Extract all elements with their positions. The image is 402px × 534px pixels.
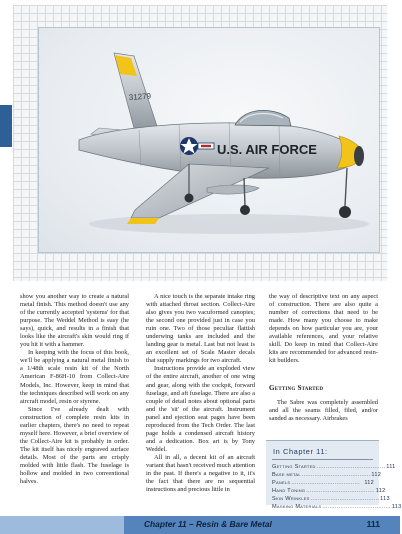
dot-leader: ......................................: [291, 480, 360, 486]
page-footer: [0, 516, 400, 534]
text-column-2: [146, 293, 255, 515]
toc-label: Getting Started: [272, 464, 316, 470]
chapter-contents-title: In Chapter 11:: [273, 447, 328, 456]
list-item: [272, 463, 396, 471]
paragraph: show you another way to create a natural metal finish. This method doesn't use any of the currently accepted 'systems' for that purpose. The Weddel Method is easy (he says), quick, and results in a finish that looks like the aircraft's skin would ring if you hit it with a hammer.: [20, 293, 129, 349]
fuselage-text: U.S. AIR FORCE: [217, 142, 317, 157]
toc-label: Panels: [272, 480, 291, 486]
toc-page: 112: [371, 472, 382, 478]
dot-leader: ......................................: [306, 488, 375, 494]
dot-leader: ......................................: [316, 464, 386, 470]
toc-label: Skin Wrinkles: [272, 496, 310, 502]
toc-page: 111: [386, 464, 396, 470]
toc-page: 112: [375, 488, 386, 494]
margin-accent-bar: [0, 105, 12, 147]
running-chapter-title: Chapter 11 – Resin & Bare Metal: [144, 519, 272, 529]
list-item: [272, 495, 390, 503]
aircraft-photo: [38, 27, 380, 253]
chapter-contents-list: [272, 463, 402, 511]
text-column-1: [20, 293, 129, 515]
dot-leader: ......................................: [310, 496, 380, 502]
text-column-3-continued: [269, 399, 378, 433]
toc-label: Base metal: [272, 472, 301, 478]
chapter-contents-box: [266, 440, 402, 510]
toc-label: Hand Toning: [272, 488, 306, 494]
photo-grid-panel: [13, 5, 387, 281]
paragraph: Instructions provide an exploded view of the entire aircraft, another of one wing and gear, along with the cockpit, forward fuselage, and aft fuselage. There are also a couple of detail notes about optional parts and the 'sit' of the aircraft. Instrument panel and ejection seat pages have been reproduced from the Tech Order. The last page holds a condensed aircraft history and a dedication. Box art is by Tony Weddel.: [146, 365, 255, 453]
list-item: [272, 503, 402, 511]
section-heading: Getting Started: [269, 384, 324, 392]
toc-page: 113: [380, 496, 390, 502]
dot-leader: ......................................: [301, 472, 371, 478]
list-item: [272, 479, 374, 487]
page-number: 111: [366, 519, 380, 529]
list-item: [272, 471, 382, 479]
dot-leader: ......................................: [322, 504, 391, 510]
toc-page: 113: [391, 504, 402, 510]
footer-accent: [0, 516, 124, 534]
paragraph: In keeping with the focus of this book, we'll be applying a natural metal finish to a 1/48th scale resin kit of the North American F-86H-10 from Collect-Aire Models, Inc. However, keep in mind that the techniques described will work on any aircraft model, resin or styrene.: [20, 349, 129, 405]
divider: [272, 459, 373, 460]
paragraph: the way of descriptive text on any aspect of construction. There are also quite a number of corrections that need to be made. How many you choose to make depends on how particular you are, your available references, and your relative skill. Do keep in mind that Collect-Aire kits are recommended for advanced resin-kit builders.: [269, 293, 378, 365]
paragraph: The Sabre was completely assembled and all the seams filled, filed, and/or sanded as necessary. Airbrakes: [269, 399, 378, 423]
toc-page: 112: [364, 480, 374, 486]
list-item: [272, 487, 386, 495]
toc-label: Masking Materials: [272, 504, 322, 510]
paragraph: Since I've already dealt with construction of complete resin kits in earlier chapters, there's no need to repeat myself here. However, a brief overview of the Collect-Aire kit is probably in order. The kit itself has nicely engraved surface details. Most of the parts are crisply molded with little flash. The fuselage is hollow and molded in two conventional halves.: [20, 405, 129, 486]
paragraph: All in all, a decent kit of an aircraft variant that hasn't received much attention in the past. If there's a negative to it, it's the fact that there are no sequential instructions and precious little in: [146, 453, 255, 494]
text-column-3: [269, 293, 378, 383]
tail-number-text: 31279: [128, 91, 152, 102]
paragraph: A nice touch is the separate intake ring with attached throat section. Collect-Aire also gives you two vacuformed canopies; the second one provided just in case you ruin one. Two of those peculiar flattish underwing tanks are included and the landing gear is metal. Last but not least is an excellent set of Scale Master decals that supply markings for two aircraft.: [146, 293, 255, 365]
